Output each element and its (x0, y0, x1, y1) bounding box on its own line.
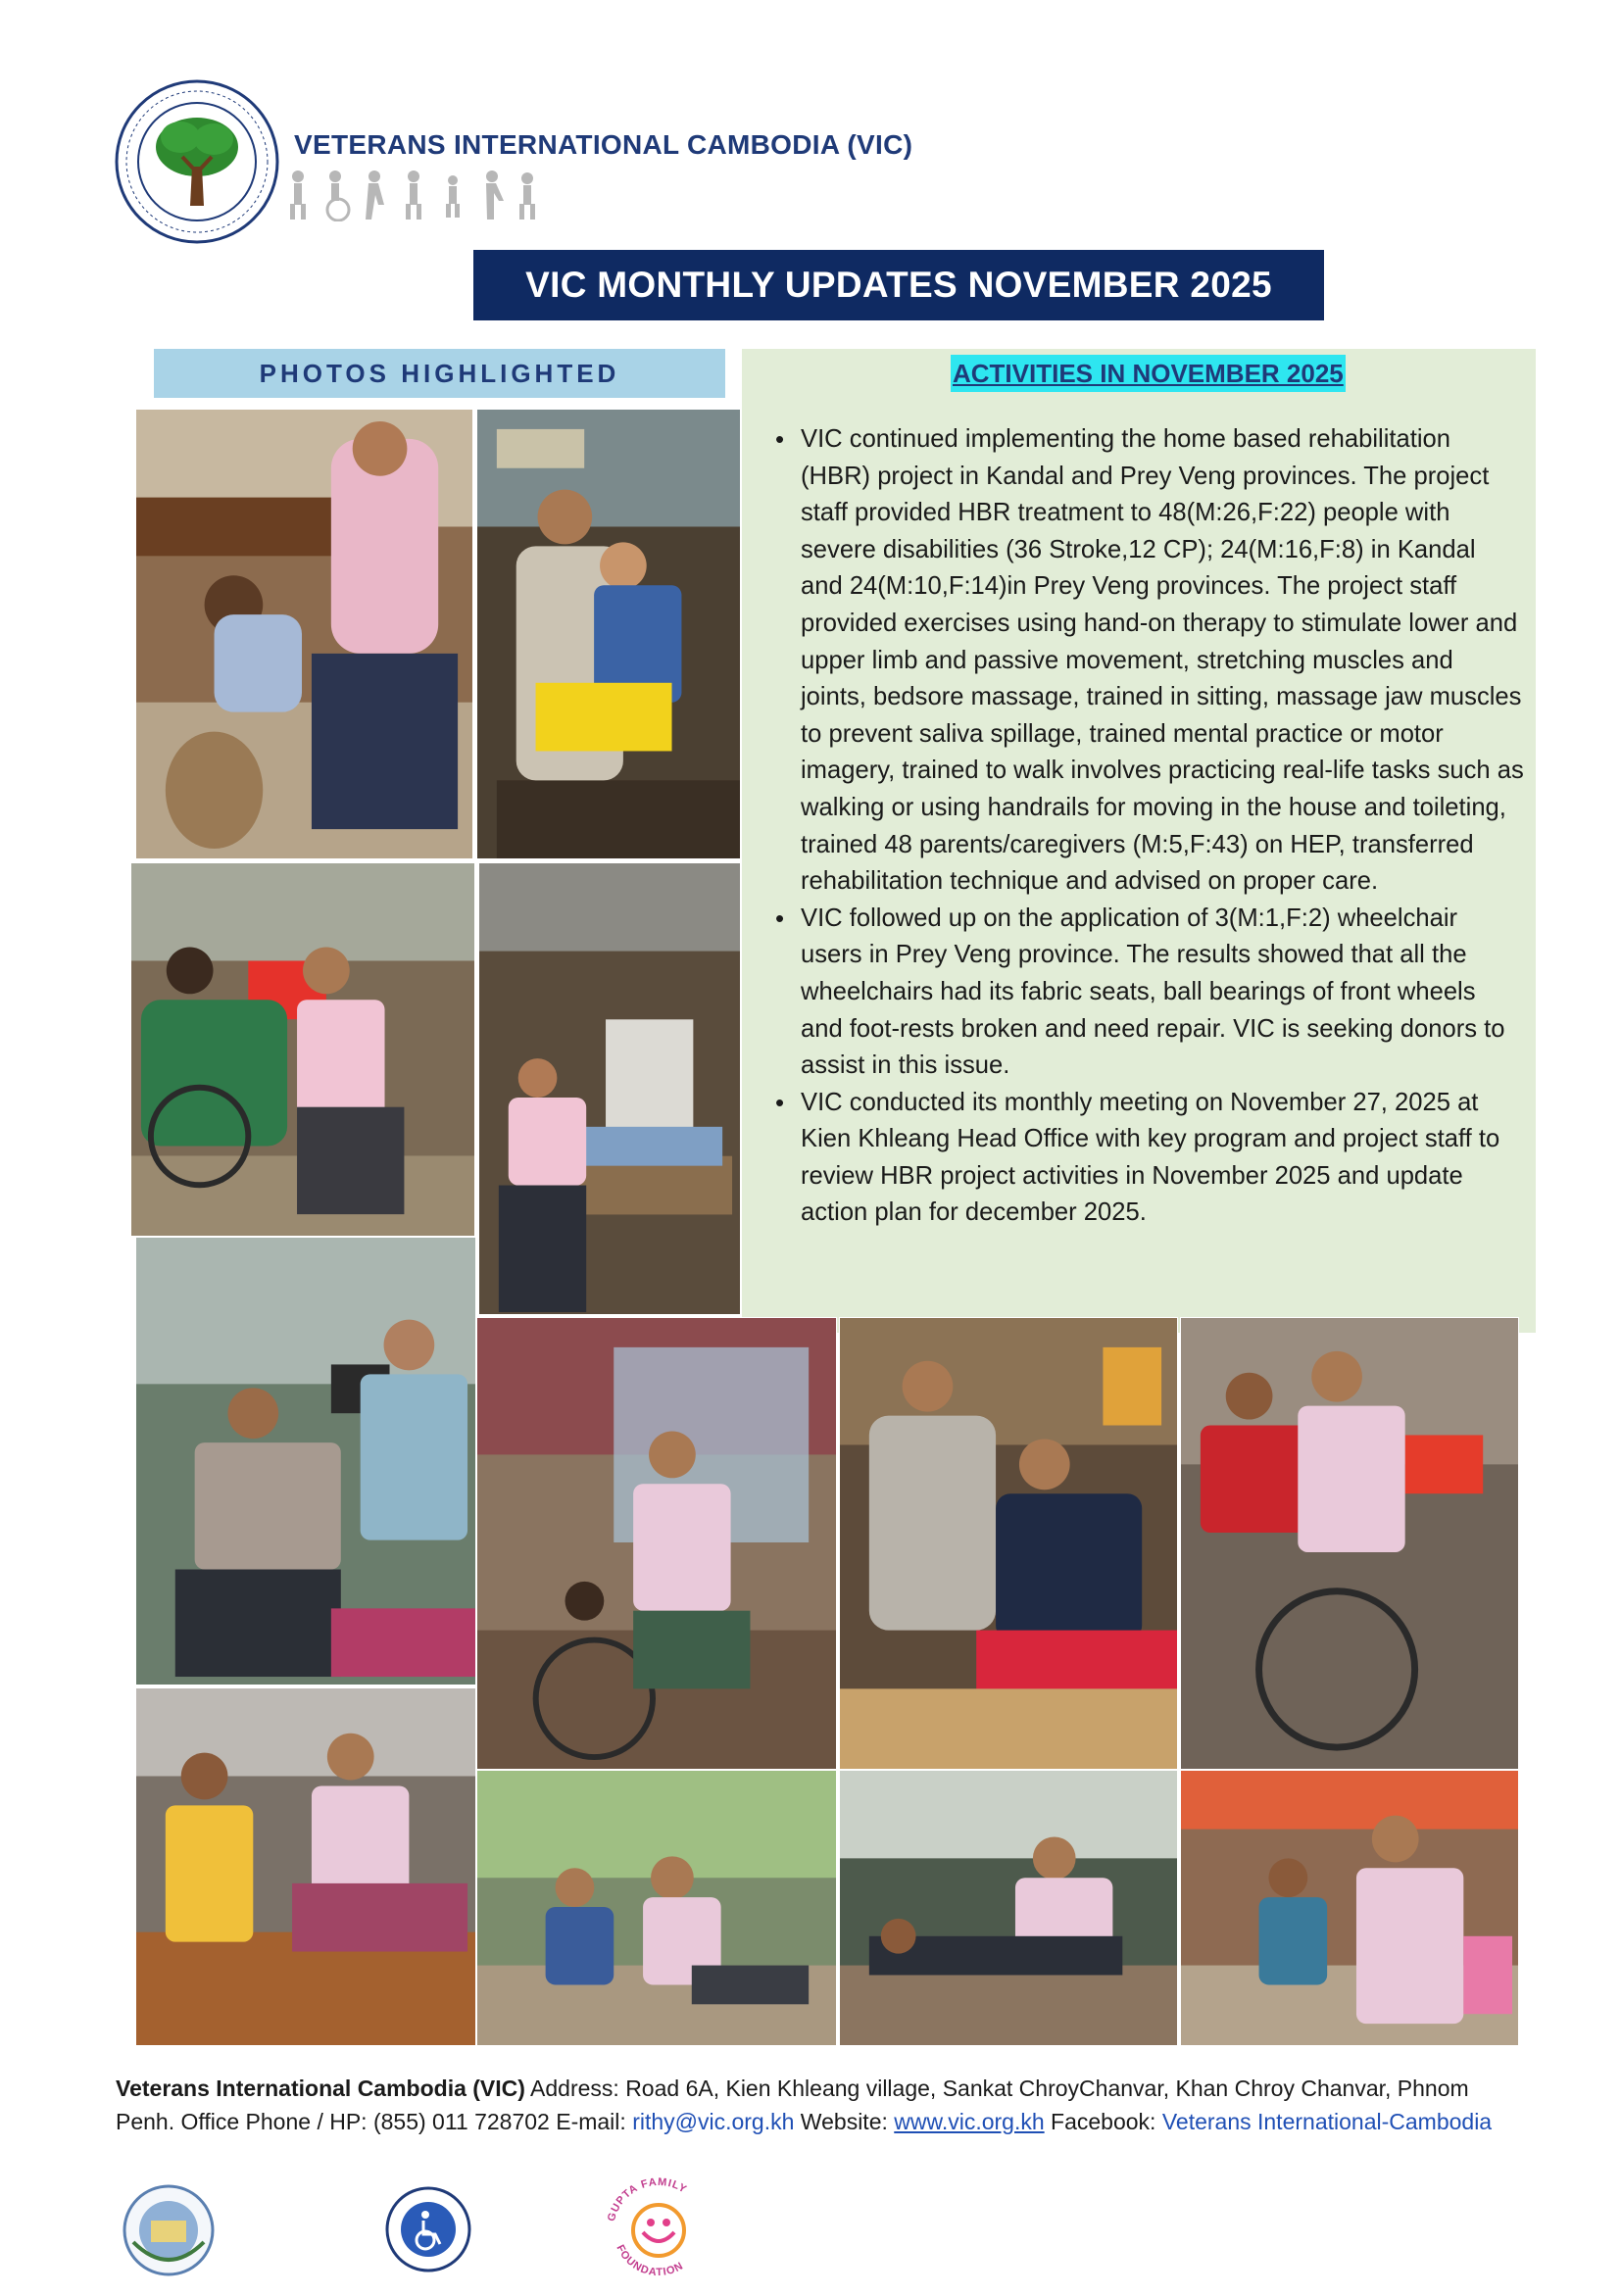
activity-item: • VIC conducted its monthly meeting on November 27, 2025 at Kien Khleang Head Office with key program and project staff to review HBR project activities in November 2025 and update action plan for december 2025. (769, 1085, 1524, 1232)
photo-wheelchair-girl (130, 862, 475, 1237)
photo-hbr-child-treatment (135, 409, 473, 859)
activity-item: • VIC continued implementing the home based rehabilitation (HBR) project in Kandal and Prey Veng provinces. The project staff provided HBR treatment to 48(M:26,F:22) people with severe disabilities (36 Stroke,12 CP); 24(M:16,F:8) in Kandal and 24(M:10,F:14)in Prey Veng provinces. The project staff provided exercises using hand-on therapy to stimulate lower and upper limb and passive movement, stretching muscles and joints, bedsore massage, trained in sitting, massage jaw muscles to prevent saliva spillage, trained mental practice or motor imagery, trained to walk involves practicing real-life tasks such as walking or using handrails for moving in the house and toileting, trained 48 parents/caregivers (M:5,F:43) on HEP, transferred rehabilitation technique and advised on proper care. (769, 421, 1524, 901)
photo-child-standing-frame (1180, 1770, 1519, 2046)
photo-hbr-child-feeding (476, 409, 741, 859)
photos-section-title: PHOTOS HIGHLIGHTED (154, 349, 725, 398)
gupta-family-foundation-logo (598, 2170, 719, 2291)
photo-wheelchair-man (1180, 1317, 1519, 1770)
photo-bed-therapy (478, 862, 741, 1315)
photo-lying-therapy (839, 1770, 1178, 2046)
photo-floor-therapy-group (476, 1770, 837, 2046)
footer-website-link[interactable]: www.vic.org.kh (894, 2109, 1045, 2134)
partner-logo-1 (122, 2183, 216, 2277)
footer-website-label: Website: (794, 2109, 895, 2134)
photo-wheelchair-foot-massage (476, 1317, 837, 1770)
footer-facebook-label: Facebook: (1044, 2109, 1162, 2134)
svg-text:GUPTA FAMILY: GUPTA FAMILY (605, 2175, 690, 2223)
footer-facebook-link[interactable]: Veterans International-Cambodia (1161, 2109, 1493, 2134)
disability-figures-icon (284, 167, 539, 221)
footer-email-link[interactable]: rithy@vic.org.kh (632, 2109, 795, 2134)
partner-logo-2 (384, 2185, 472, 2273)
photo-leg-exercise (135, 1237, 476, 1685)
activities-list (769, 421, 1524, 1232)
footer-contact (116, 2072, 1527, 2138)
org-title: VETERANS INTERNATIONAL CAMBODIA (VIC) (294, 129, 913, 160)
activities-section-title: ACTIVITIES IN NOVEMBER 2025 (951, 355, 1346, 392)
photo-child-bed-care (135, 1687, 476, 2046)
vic-logo (114, 78, 280, 245)
svg-text:FOUNDATION: FOUNDATION (614, 2242, 686, 2279)
activity-item: • VIC followed up on the application of 3(M:1,F:2) wheelchair users in Prey Veng province. The results showed that all the wheelchairs had its fabric seats, ball bearings of front wheels and foot-rests broken and need repair. VIC is seeking donors to assist in this issue. (769, 901, 1524, 1085)
photo-arm-stretch (839, 1317, 1178, 1770)
monthly-update-banner: VIC MONTHLY UPDATES NOVEMBER 2025 (473, 250, 1324, 320)
footer-org-name: Veterans International Cambodia (VIC) (116, 2076, 525, 2101)
footer-address: Address: Road 6A, Kien Khleang village, Sankat ChroyChanvar, Khan Chroy Chanvar, Phnom Penh. Office Phone / HP: (855) 011 728702 E-mail: (116, 2076, 1469, 2134)
